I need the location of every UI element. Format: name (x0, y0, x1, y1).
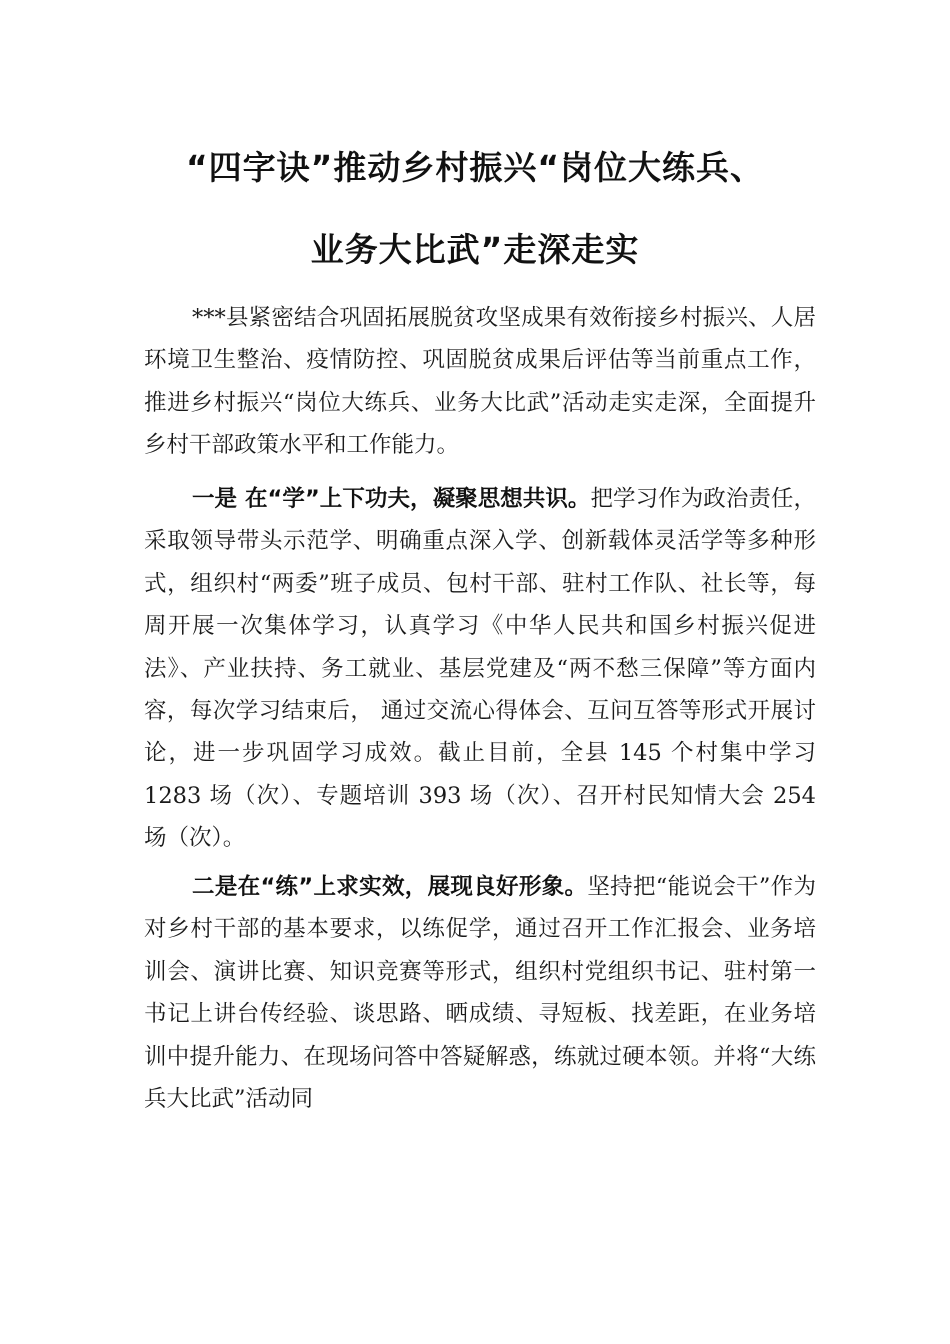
paragraph-practice-text: 坚持把“能说会干”作为对乡村干部的基本要求，以练促学，通过召开工作汇报会、业务培训会、演讲比赛、知识竞赛等形式，组织村党组织书记、驻村第一书记上讲台传经验、谈思路、晒成绩、寻短板、找差距，在业务培训中提升能力、在现场问答中答疑解惑，练就过硬本领。并将“大练兵大比武”活动同 (144, 874, 816, 1113)
paragraph-practice (144, 866, 816, 1120)
document-title-line-2: 业务大比武”走深走实 (310, 230, 640, 269)
paragraph-practice-heading: 二是在“练”上求实效，展现良好形象。 (192, 874, 588, 900)
paragraph-intro-text: ***县紧密结合巩固拓展脱贫攻坚成果有效衔接乡村振兴、人居环境卫生整治、疫情防控、巩固脱贫成果后评估等当前重点工作，推进乡村振兴“岗位大练兵、业务大比武”活动走实走深，全面提升乡村干部政策水平和工作能力。 (144, 305, 816, 459)
paragraph-study-text: 把学习作为政治责任，采取领导带头示范学、明确重点深入学、创新载体灵活学等多种形式，组织村“两委”班子成员、包村干部、驻村工作队、社长等，每周开展一次集体学习，认真学习《中华人民共和国乡村振兴促进法》、产业扶持、务工就业、基层党建及“两不愁三保障”等方面内容，每次学习结束后， 通过交流心得体会、互问互答等形式开展讨论，进一步巩固学习成效。截止目前，全县 145 个村集中学习 1283 场（次）、专题培训 393 场（次）、召开村民知情大会 254 场（次）。 (144, 486, 816, 852)
paragraph-intro (144, 297, 816, 467)
paragraph-study-heading: 一是 在“学”上下功夫，凝聚思想共识。 (192, 486, 591, 512)
paragraph-study (144, 478, 816, 860)
document-title-line-1: “四字诀”推动乡村振兴“岗位大练兵、 (185, 148, 765, 187)
